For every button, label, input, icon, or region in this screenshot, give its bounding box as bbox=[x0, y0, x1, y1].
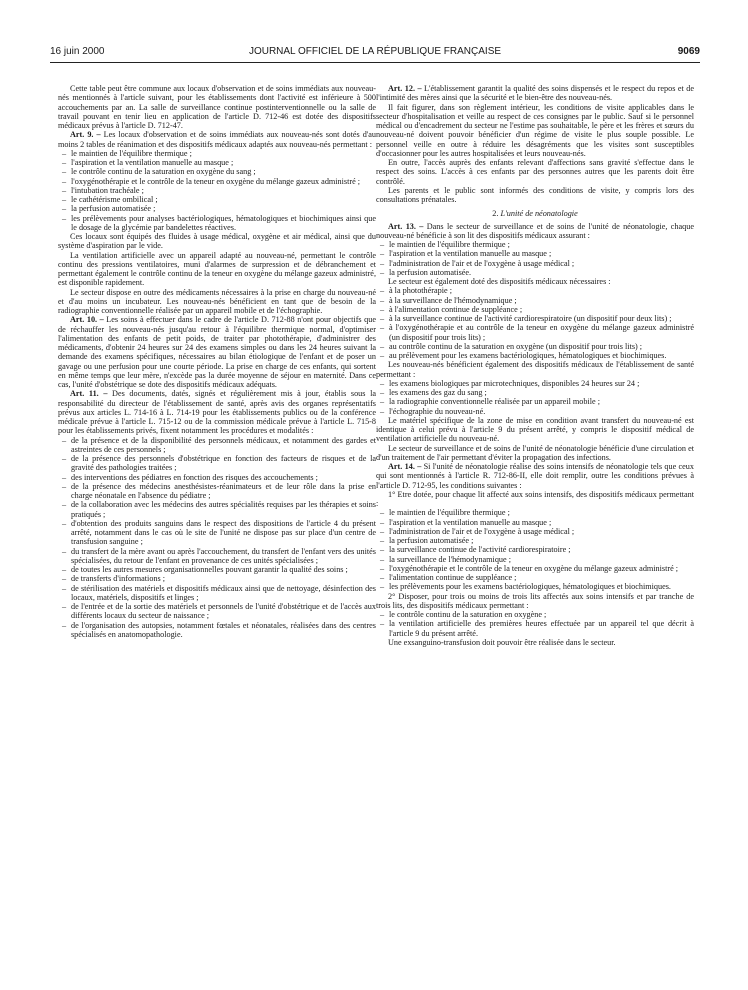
list-item: – la perfusion automatisée ; bbox=[58, 204, 376, 213]
article-text: Des documents, datés, signés et régulièrement mis à jour, établis sous la responsabilité du directeur de l'établissement de santé, après avis des organes représentatifs prévus aux articles L. 714-16 à L. 714-19 pour les établissements publics ou de la conférence médicale prévue à l'article L. 715-12 ou de la commission médicale prévue à l'article L. 715-8 pour les établissements privés, fixent notamment les procédures et modalités : bbox=[58, 389, 376, 436]
list-item: – du transfert de la mère avant ou après l'accouchement, du transfert de l'enfant vers des unités spécialisées, du retour de l'enfant en provenance de ces unités spécialisées ; bbox=[58, 547, 376, 566]
list-item: – les examens biologiques par microtechniques, disponibles 24 heures sur 24 ; bbox=[376, 379, 694, 388]
list-item: – au contrôle continu de la saturation en oxygène (un dispositif pour trois lits) ; bbox=[376, 342, 694, 351]
section-title: L'unité de néonatologie bbox=[500, 209, 578, 219]
list-item: – l'aspiration et la ventilation manuelle au masque ; bbox=[376, 518, 694, 527]
list-item: – la perfusion automatisée ; bbox=[376, 536, 694, 545]
list-item: – de l'entrée et de la sortie des matériels et personnels de l'unité d'obstétrique et de l'accès aux différents locaux du secteur de naissance ; bbox=[58, 602, 376, 621]
list-art14-tranche bbox=[376, 610, 694, 638]
list-item: – à la surveillance de l'hémodynamique ; bbox=[376, 296, 694, 305]
article-label: Art. 14. – bbox=[388, 462, 422, 471]
article-10 bbox=[58, 315, 376, 389]
paragraph: Le secteur est également doté des dispositifs médicaux nécessaires : bbox=[388, 277, 611, 286]
list-item: – les examens des gaz du sang ; bbox=[376, 388, 694, 397]
list-art11 bbox=[58, 436, 376, 640]
list-item: – les prélèvements pour les examens bactériologiques, hématologiques et biochimiques. bbox=[376, 582, 694, 591]
list-item: – l'administration de l'air et de l'oxygène à usage médical ; bbox=[376, 527, 694, 536]
right-column bbox=[376, 84, 694, 647]
section-number: 2. bbox=[492, 209, 501, 219]
article-text: Les locaux d'observation et de soins immédiats aux nouveau-nés sont dotés d'au moins 2 tables de réanimation et des dispositifs médicaux adaptés aux nouveau-nés permettant : bbox=[58, 130, 376, 149]
list-item: – de l'organisation des autopsies, notamment fœtales et néonatales, réalisées dans des centres spécialisés en anatomopathologie. bbox=[58, 621, 376, 640]
list-art14-intensive bbox=[376, 508, 694, 591]
list-item: – l'oxygénothérapie et le contrôle de la teneur en oxygène du mélange gazeux administré ; bbox=[58, 177, 376, 186]
list-item: – l'administration de l'air et de l'oxygène à usage médical ; bbox=[376, 259, 694, 268]
article-label: Art. 11. – bbox=[70, 389, 108, 399]
list-item: – d'obtention des produits sanguins dans le respect des dispositions de l'article 4 du présent arrêté, notamment dans le cas où le site de l'unité ne dispose pas sur place d'un centre de transfusion sanguine ; bbox=[58, 519, 376, 547]
list-item: – l'échographie du nouveau-né. bbox=[376, 407, 694, 416]
list-item: – à la photothérapie ; bbox=[376, 286, 694, 295]
list-item: – de la collaboration avec les médecins des autres spécialités requises par les thérapies et soins pratiqués ; bbox=[58, 500, 376, 519]
article-13 bbox=[376, 222, 694, 241]
list-item: – les prélèvements pour analyses bactériologiques, hématologiques et biochimiques ainsi que le dosage de la glycémie par bandelettes réactives. bbox=[58, 214, 376, 233]
paragraph: Une exsanguino-transfusion doit pouvoir être réalisée dans le secteur. bbox=[388, 637, 616, 647]
article-label: Art. 9. – bbox=[70, 130, 101, 140]
list-item: – des interventions des pédiatres en fonction des risques des accouchements ; bbox=[58, 473, 376, 482]
paragraph: 1° Etre dotée, pour chaque lit affecté aux soins intensifs, des dispositifs médicaux permettant : bbox=[376, 489, 694, 508]
list-item: – à la surveillance continue de l'activité cardiorespiratoire (un dispositif pour deux lits) ; bbox=[376, 314, 694, 323]
paragraph: 2° Disposer, pour trois ou moins de trois lits affectés aux soins intensifs et par tranche de trois lits, des dispositifs médicaux permettant : bbox=[376, 591, 694, 610]
paragraph: En outre, l'accès auprès des enfants relevant d'affections sans gravité s'effectue dans le respect des soins. L'accès à ces enfants par des personnes autres que les parents doit être contrôlé. bbox=[376, 158, 694, 186]
article-text: Si l'unité de néonatologie réalise des soins intensifs de néonatologie tels que ceux qui sont mentionnés à l'article R. 712-86-II, elle doit remplir, outre les conditions prévues à l'article D. 712-95, les conditions suivantes : bbox=[376, 462, 694, 490]
list-item: – le maintien de l'équilibre thermique ; bbox=[376, 240, 694, 249]
paragraph: Le matériel spécifique de la zone de mise en condition avant transfert du nouveau-né est identique à celui prévu à l'article 9 du présent arrêté, y compris le dispositif médical de ventilation artificielle du nouveau-né. bbox=[376, 415, 694, 444]
article-label: Art. 10. – bbox=[70, 315, 104, 325]
list-item: – le maintien de l'équilibre thermique ; bbox=[58, 149, 376, 158]
list-item: – de la présence des médecins anesthésistes-réanimateurs et de leur rôle dans la prise en charge néonatale en l'absence du pédiatre ; bbox=[58, 482, 376, 501]
list-item: – à l'oxygénothérapie et au contrôle de la teneur en oxygène du mélange gazeux administré (un dispositif pour trois lits) ; bbox=[376, 323, 694, 342]
paragraph: Les parents et le public sont informés des conditions de visite, y compris lors des consultations prénatales. bbox=[376, 185, 694, 204]
paragraph: Cette table peut être commune aux locaux d'observation et de soins immédiats aux nouveau-nés mentionnés à l'article suivant, pour les établissements dont l'activité est inférieure à 500 accouchements par an. La salle de surveillance continue postinterventionnelle ou la salle de travail pouvant en tenir lieu en application de l'article D. 712-46 est dotée des dispositifs médicaux prévus à l'article D. 712-47. bbox=[58, 84, 376, 130]
paragraph: Ces locaux sont équipés des fluides à usage médical, oxygène et air médical, ainsi que du système d'aspiration par le vide. bbox=[58, 232, 376, 251]
list-item: – le cathétérisme ombilical ; bbox=[58, 195, 376, 204]
page-header bbox=[50, 46, 700, 60]
article-text: L'établissement garantit la qualité des soins dispensés et le respect du repos et de l'intimité des mères ainsi que la sécurité et le bien-être des nouveau-nés. bbox=[376, 84, 694, 103]
list-item: – l'oxygénothérapie et le contrôle de la teneur en oxygène du mélange gazeux administré ; bbox=[376, 564, 694, 573]
list-item: – à l'alimentation continue de suppléance ; bbox=[376, 305, 694, 314]
article-11 bbox=[58, 389, 376, 435]
article-14 bbox=[376, 462, 694, 490]
journal-title: JOURNAL OFFICIEL DE LA RÉPUBLIQUE FRANÇAISE bbox=[248, 46, 502, 57]
header-rule bbox=[50, 62, 700, 63]
list-item: – la surveillance de l'hémodynamique ; bbox=[376, 555, 694, 564]
article-label: Art. 12. – bbox=[388, 84, 422, 93]
paragraph: La ventilation artificielle avec un appareil adapté au nouveau-né, permettant le contrôle continu des pressions ventilatoires, muni d'alarmes de surpression et de débranchement et permettant également le contrôle continu de la teneur en oxygène du mélange gazeux administré, est disponible rapidement. bbox=[58, 250, 376, 288]
list-item: – l'intubation trachéale ; bbox=[58, 186, 376, 195]
article-text: Dans le secteur de surveillance et de soins de l'unité de néonatologie, chaque nouveau-né bénéficie à son lit des dispositifs médicaux assurant : bbox=[376, 221, 694, 240]
list-art9 bbox=[58, 149, 376, 232]
article-9 bbox=[58, 130, 376, 149]
paragraph: Le secteur de surveillance et de soins de l'unité de néonatologie bénéficie d'une circulation et d'un traitement de l'air permettant d'éviter la propagation des infections. bbox=[376, 443, 694, 462]
left-column bbox=[58, 84, 376, 639]
page-number: 9069 bbox=[677, 46, 700, 57]
list-item: – la perfusion automatisée. bbox=[376, 268, 694, 277]
list-item: – de la présence et de la disponibilité des personnels médicaux, et notamment des gardes et astreintes de ces personnels ; bbox=[58, 436, 376, 455]
section-heading bbox=[376, 209, 694, 218]
list-item: – la ventilation artificielle des premières heures effectuée par un appareil tel que décrit à l'article 9 du présent arrêté. bbox=[376, 619, 694, 638]
list-item: – le contrôle continu de la saturation en oxygène ; bbox=[376, 610, 694, 619]
issue-date: 16 juin 2000 bbox=[50, 46, 105, 57]
paragraph: Les nouveau-nés bénéficient également des dispositifs médicaux de l'établissement de santé permettant : bbox=[376, 360, 694, 379]
article-label: Art. 13. – bbox=[388, 221, 424, 231]
list-item: – de transferts d'informations ; bbox=[58, 574, 376, 583]
list-item: – le maintien de l'équilibre thermique ; bbox=[376, 508, 694, 517]
list-item: – la surveillance continue de l'activité cardiorespiratoire ; bbox=[376, 545, 694, 554]
paragraph: Le secteur dispose en outre des médicaments nécessaires à la prise en charge du nouveau-né et d'au moins un incubateur. Les nouveau-nés bénéficient en tant que de besoin de la radiographie conventionnelle réalisée par un appareil mobile et de l'échographie. bbox=[58, 287, 376, 315]
list-item: – le contrôle continu de la saturation en oxygène du sang ; bbox=[58, 167, 376, 176]
list-art13-sector bbox=[376, 286, 694, 360]
list-item: – l'aspiration et la ventilation manuelle au masque ; bbox=[376, 249, 694, 258]
list-item: – l'alimentation continue de suppléance ; bbox=[376, 573, 694, 582]
list-item: – de la présence des personnels d'obstétrique en fonction des facteurs de risques et de la gravité des pathologies traitées ; bbox=[58, 454, 376, 473]
list-item: – la radiographie conventionnelle réalisée par un appareil mobile ; bbox=[376, 397, 694, 406]
list-item: – de stérilisation des matériels et dispositifs médicaux ainsi que de nettoyage, désinfection des locaux, matériels, dispositifs et linges ; bbox=[58, 584, 376, 603]
article-12 bbox=[376, 84, 694, 103]
list-art13-bed bbox=[376, 240, 694, 277]
paragraph: Il fait figurer, dans son règlement intérieur, les conditions de visite applicables dans le secteur d'hospitalisation et veille au respect de ces consignes par le public. Sauf si le personnel médical ou d'encadrement du secteur ne l'estime pas souhaitable, le père et les frères et sœurs du nouveau-né doivent pouvoir bénéficier d'un régime de visite le plus souple possible. Le personnel veille en outre à réduire les désagréments que les visites sont susceptibles d'occasionner pour les autres hospitalisées et leurs nouveau-nés. bbox=[376, 102, 694, 158]
list-art13-establishment bbox=[376, 379, 694, 416]
list-item: – de toutes les autres mesures organisationnelles pouvant garantir la qualité des soins ; bbox=[58, 565, 376, 574]
list-item: – au prélèvement pour les examens bactériologiques, hématologiques et biochimiques. bbox=[376, 351, 694, 360]
article-text: Les soins à effectuer dans le cadre de l'article D. 712-88 n'ont pour objectifs que de réchauffer les nouveau-nés jusqu'au retour à l'équilibre thermique normal, d'optimiser l'alimentation des enfants de petit poids, de traiter par photothérapie, d'administrer des médicaments, d'obtenir 24 heures sur 24 des examens simples ou dans les 24 heures suivant la demande des examens spécifiques, nécessaires au bilan étiologique de l'enfant et de poser un gavage ou une perfusion pour une courte période. La prise en charge de ces enfants, qui sortent en même temps que leur mère, n'excède pas la durée moyenne de séjour en maternité. Dans ce cas, l'unité d'obstétrique se dote des dispositifs médicaux adéquats. bbox=[58, 315, 376, 389]
list-item: – l'aspiration et la ventilation manuelle au masque ; bbox=[58, 158, 376, 167]
